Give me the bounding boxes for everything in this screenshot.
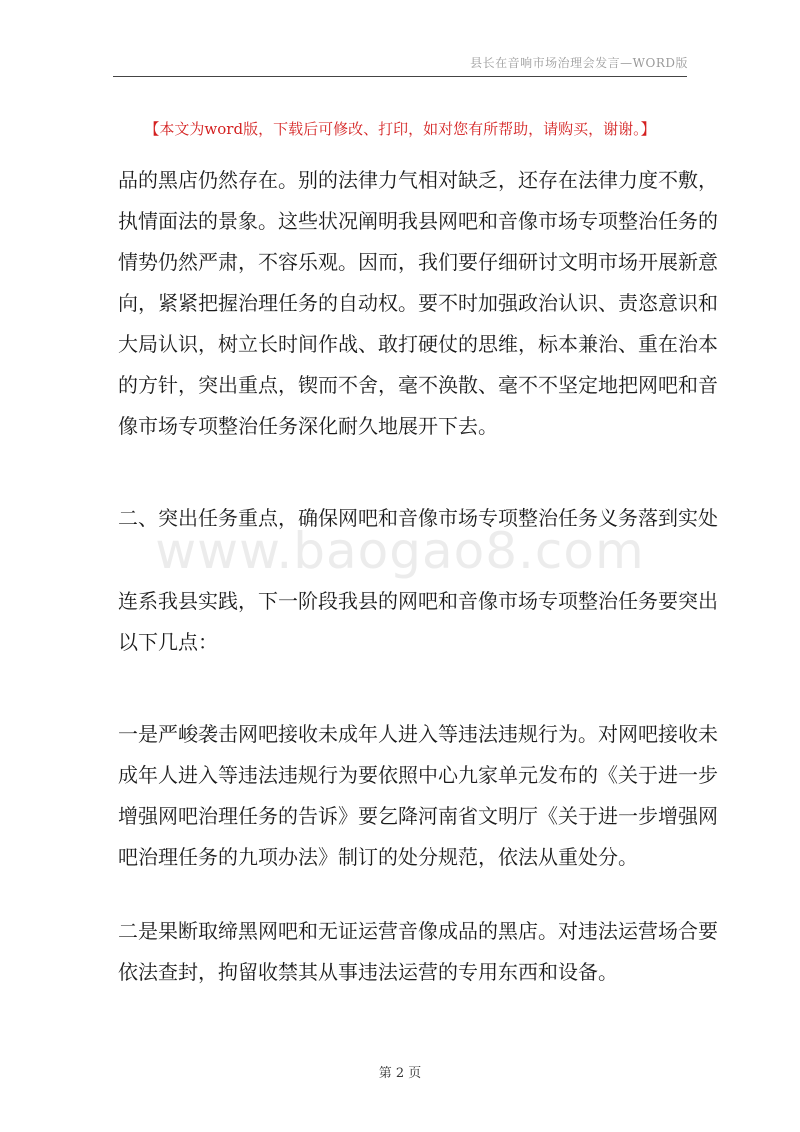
watermark: www.baogao8.com — [155, 522, 645, 580]
download-notice: 【本文为word版，下载后可修改、打印，如对您有所帮助，请购买，谢谢。】 — [144, 120, 656, 138]
text-line: 二是果断取缔黑网吧和无证运营音像成品的黑店。对违法运营场合要 — [118, 919, 718, 943]
paragraph-3 — [118, 714, 718, 878]
text-line: 吧治理任务的九项办法》制订的处分规范，依法从重处分。 — [118, 845, 638, 869]
text-line: 以下几点： — [118, 630, 218, 654]
paragraph-1 — [118, 160, 718, 447]
text-line: 情势仍然严肃，不容乐观。因而，我们要仔细研讨文明市场开展新意 — [118, 250, 718, 274]
text-line: 向，紧紧把握治理任务的自动权。要不时加强政治认识、责恣意识和 — [118, 291, 718, 315]
text-line: 执情面法的景象。这些状况阐明我县网吧和音像市场专项整治任务的 — [118, 209, 718, 233]
text-line: 一是严峻袭击网吧接收未成年人进入等违法违规行为。对网吧接收未 — [118, 722, 718, 746]
text-line: 像市场专项整治任务深化耐久地展开下去。 — [118, 414, 498, 438]
text-line: 大局认识，树立长时间作战、敢打硬仗的思维，标本兼治、重在治本 — [118, 332, 718, 356]
header-divider — [113, 76, 687, 77]
paragraph-4 — [118, 911, 718, 993]
document-body — [118, 160, 718, 993]
section-heading — [118, 498, 718, 539]
text-line: 品的黑店仍然存在。别的法律力气相对缺乏，还存在法律力度不敷， — [118, 168, 718, 192]
text-line: 连系我县实践，下一阶段我县的网吧和音像市场专项整治任务要突出 — [118, 589, 718, 613]
text-line: 依法查封，拘留收禁其从事违法运营的专用东西和设备。 — [118, 960, 618, 984]
heading-line: 二、突出任务重点，确保网吧和音像市场专项整治任务义务落到实处 — [118, 506, 718, 530]
paragraph-2 — [118, 581, 718, 663]
running-title: 县长在音响市场治理会发言—WORD版 — [470, 56, 688, 70]
text-line: 增强网吧治理任务的告诉》要乞降河南省文明厅《关于进一步增强网 — [118, 804, 718, 828]
text-line: 的方针，突出重点，锲而不舍，毫不涣散、毫不不坚定地把网吧和音 — [118, 373, 718, 397]
page-number: 第 2 页 — [378, 1066, 422, 1081]
text-line: 成年人进入等违法违规行为要依照中心九家单元发布的《关于进一步 — [118, 763, 718, 787]
